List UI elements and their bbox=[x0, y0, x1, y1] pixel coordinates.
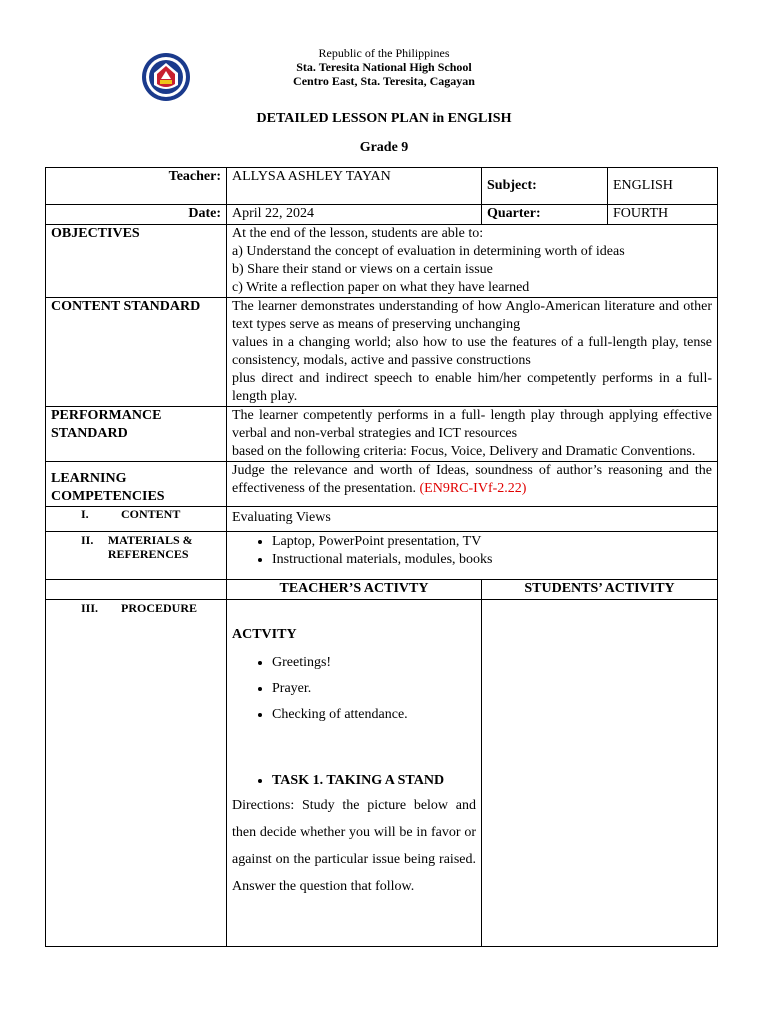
grade-level: Grade 9 bbox=[359, 140, 409, 155]
teacher-value: ALLYSA ASHLEY TAYAN bbox=[227, 168, 482, 205]
blank-header-cell bbox=[46, 580, 227, 600]
deped-seal-icon bbox=[140, 51, 192, 103]
content-value: Evaluating Views bbox=[227, 507, 718, 532]
performance-standard-text bbox=[227, 407, 718, 462]
content-standard-text bbox=[227, 298, 718, 407]
materials-item: • Laptop, PowerPoint presentation, TV bbox=[272, 533, 712, 551]
materials-label-cell bbox=[46, 532, 227, 580]
procedure-label: PROCEDURE bbox=[121, 601, 198, 615]
school-name: Sta. Teresita National High School bbox=[296, 60, 472, 74]
subject-label: Subject: bbox=[482, 168, 608, 205]
teacher-activity-cell bbox=[227, 600, 482, 947]
materials-row bbox=[46, 532, 718, 580]
performance-standard-row bbox=[46, 407, 718, 462]
objectives-content bbox=[227, 225, 718, 298]
learning-competencies-text: Judge the relevance and worth of Ideas, soundness of author’s reasoning and the effectiveness of the presentation. bbox=[232, 463, 712, 496]
republic-line: Republic of the Philippines bbox=[318, 46, 450, 60]
objective-b: b) Share their stand or views on a certain issue bbox=[232, 262, 493, 277]
activity-header-row bbox=[46, 580, 718, 600]
date-label: Date: bbox=[46, 205, 227, 225]
content-numeral: I. bbox=[81, 507, 89, 521]
procedure-row bbox=[46, 600, 718, 947]
task-title: • TASK 1. TAKING A STAND bbox=[272, 772, 476, 790]
performance-standard-label: PERFORMANCE STANDARD bbox=[46, 407, 227, 462]
materials-numeral: II. bbox=[81, 533, 94, 547]
document-header bbox=[0, 46, 768, 88]
quarter-value: FOURTH bbox=[608, 205, 718, 225]
lesson-plan-table bbox=[45, 167, 718, 947]
subject-value: ENGLISH bbox=[608, 168, 718, 205]
objectives-label: OBJECTIVES bbox=[46, 225, 227, 298]
content-label-cell bbox=[46, 507, 227, 532]
content-row bbox=[46, 507, 718, 532]
objective-a: a) Understand the concept of evaluation in determining worth of ideas bbox=[232, 244, 625, 259]
procedure-label-cell bbox=[46, 600, 227, 947]
activity-list bbox=[232, 650, 476, 728]
date-value: April 22, 2024 bbox=[227, 205, 482, 225]
content-standard-p1: The learner demonstrates understanding of how Anglo-American literature and other text types serve as means of preserving unchanging bbox=[232, 299, 712, 332]
content-label: CONTENT bbox=[121, 507, 181, 521]
school-address: Centro East, Sta. Teresita, Cagayan bbox=[293, 74, 475, 88]
learning-competencies-row bbox=[46, 462, 718, 507]
learning-competencies-label: LEARNING COMPETENCIES bbox=[46, 462, 227, 507]
competency-code: (EN9RC-IVf-2.22) bbox=[419, 481, 527, 496]
activity-item: • Checking of attendance. bbox=[272, 702, 476, 728]
materials-list-cell bbox=[227, 532, 718, 580]
performance-standard-p1: The learner competently performs in a full- length play through applying effective verbal and non-verbal strategies and ICT resources bbox=[232, 408, 712, 441]
task-list bbox=[232, 772, 476, 790]
learning-competencies-content bbox=[227, 462, 718, 507]
students-activity-cell bbox=[482, 600, 718, 947]
content-standard-p3: plus direct and indirect speech to enable him/her competently performs in a full-length play. bbox=[232, 371, 712, 404]
task-directions: Directions: Study the picture below and then decide whether you will be in favor or against on the particular issue being raised. Answer the question that follow. bbox=[232, 798, 476, 894]
students-activity-header: STUDENTS’ ACTIVITY bbox=[482, 580, 718, 600]
content-standard-row bbox=[46, 298, 718, 407]
activity-heading: ACTVITY bbox=[232, 627, 297, 642]
teacher-row bbox=[46, 168, 718, 205]
content-standard-p2: values in a changing world; also how to use the features of a full-length play, tense consistency, modals, active and passive constructions bbox=[232, 335, 712, 368]
lesson-plan-title: DETAILED LESSON PLAN in ENGLISH bbox=[256, 111, 512, 126]
activity-item: • Prayer. bbox=[272, 676, 476, 702]
activity-item: • Greetings! bbox=[272, 650, 476, 676]
objectives-row bbox=[46, 225, 718, 298]
materials-item: • Instructional materials, modules, books bbox=[272, 551, 712, 569]
date-row bbox=[46, 205, 718, 225]
teacher-label: Teacher: bbox=[46, 168, 227, 205]
procedure-numeral: III. bbox=[81, 601, 99, 615]
content-standard-label: CONTENT STANDARD bbox=[46, 298, 227, 407]
teacher-activity-header: TEACHER’S ACTIVTY bbox=[227, 580, 482, 600]
quarter-label: Quarter: bbox=[482, 205, 608, 225]
performance-standard-p2: based on the following criteria: Focus, Voice, Delivery and Dramatic Conventions. bbox=[232, 444, 696, 459]
materials-label: MATERIALS & REFERENCES bbox=[107, 533, 193, 561]
materials-list bbox=[232, 533, 712, 569]
objective-c: c) Write a reflection paper on what they have learned bbox=[232, 280, 530, 295]
objectives-intro: At the end of the lesson, students are able to: bbox=[232, 226, 484, 241]
